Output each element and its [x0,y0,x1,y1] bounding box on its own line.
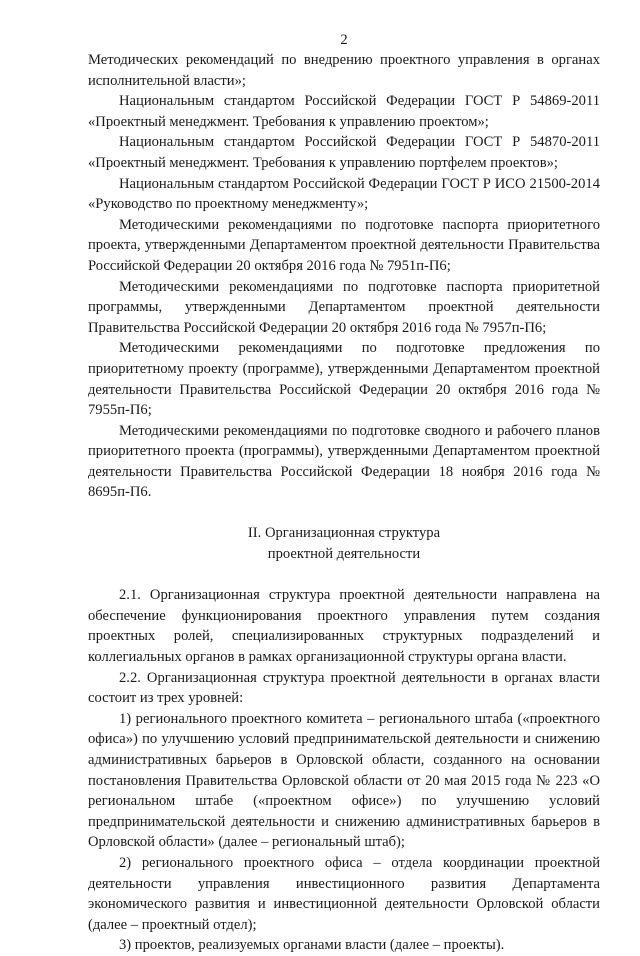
intro-paragraph: Методическими рекомендациями по подготовке паспорта приоритетного проекта, утвержденными Департаментом проектной деятельности Правительства Российской Федерации 20 октября 2016 года № 7951п-П6; [88,216,600,274]
intro-paragraph: Национальным стандартом Российской Федерации ГОСТ Р 54869-2011 «Проектный менеджмент. Требования к управлению проектом»; [88,93,600,130]
list-item-level-2: 2) регионального проектного офиса – отдела координации проектной деятельности управления инвестиционного развития Департамента экономического развития и инвестиционной деятельности Орловской области (далее – проектный отдел); [88,854,600,933]
intro-paragraph: Методических рекомендаций по внедрению проектного управления в органах исполнительной власти»; [88,52,600,89]
intro-paragraph: Методическими рекомендациями по подготовке паспорта приоритетной программы, утвержденными Департаментом проектной деятельности Правительства Российской Федерации 20 октября 2016 года № 7957п-П6; [88,278,600,336]
section-heading [88,523,600,564]
section-title-line-1: II. Организационная структура [247,525,441,542]
section-paragraph: 2.2. Организационная структура проектной деятельности в органах власти состоит из трех уровней: [88,669,600,707]
page-number: 2 [340,32,348,48]
intro-paragraph: Национальным стандартом Российской Федерации ГОСТ Р ИСО 21500-2014 «Руководство по проектному менеджменту»; [88,175,600,213]
intro-paragraph: Методическими рекомендациями по подготовке предложения по приоритетному проекту (программе), утвержденными Департаментом проектной деятельности Правительства Российской Федерации 20 октября 2016 года № 7955п-П6; [88,340,600,419]
list-item-level-3: 3) проектов, реализуемых органами власти (далее – проекты). [119,937,505,954]
intro-paragraph: Национальным стандартом Российской Федерации ГОСТ Р 54870-2011 «Проектный менеджмент. Требования к управлению портфелем проектов»; [88,134,600,171]
document-page [88,30,600,956]
section-title-line-2: проектной деятельности [267,545,421,562]
section-paragraph: 2.1. Организационная структура проектной деятельности направлена на обеспечение функционирования проектного управления путем создания проектных ролей, специализированных структурных подразделений и коллегиальных органов в рамках организационной структуры органа власти. [88,587,600,666]
intro-paragraph: Методическими рекомендациями по подготовке сводного и рабочего планов приоритетного проекта (программы), утвержденными Департаментом проектной деятельности Правительства Российской Федерации 18 ноября 2016 года № 8695п-П6. [88,422,600,501]
list-item-level-1: 1) регионального проектного комитета – регионального штаба («проектного офиса») по улучшению условий предпринимательской деятельности и снижению административных барьеров в Орловской области, созданного на основании постановления Правительства Орловской области от 20 мая 2015 года № 223 «О региональном штабе («проектном офисе») по улучшению условий предпринимательской деятельности и снижению административных барьеров в Орловской области» (далее – региональный штаб); [88,710,600,851]
